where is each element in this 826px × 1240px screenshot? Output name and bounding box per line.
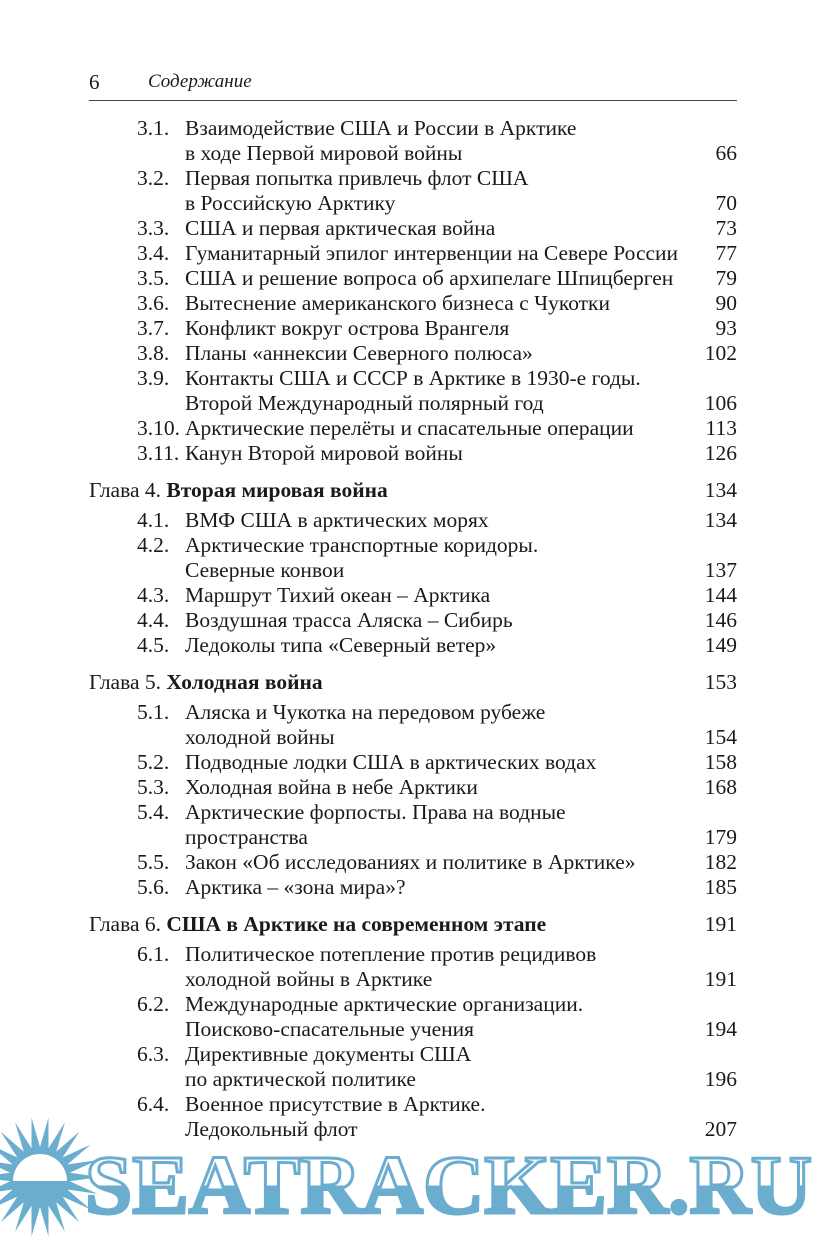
page-number: 77 (715, 241, 737, 265)
toc-entry-line (89, 1017, 737, 1042)
page-number (697, 800, 737, 825)
toc-entry-line (89, 191, 737, 216)
page-number: 149 (704, 633, 737, 657)
section-number: 3.5. (137, 266, 170, 290)
section-title: Северные конвои (185, 558, 345, 582)
toc-entry-line (89, 750, 737, 775)
section-title: Планы «аннексии Северного полюса» (185, 341, 533, 365)
chapter-label (89, 478, 697, 503)
section-number: 3.7. (137, 316, 170, 340)
page-number: 179 (704, 825, 737, 849)
chapter-entry (89, 670, 737, 695)
toc-entry-line (89, 558, 737, 583)
page-number: 185 (704, 875, 737, 899)
toc-entry-line (89, 583, 737, 608)
section-title: Арктические транспортные коридоры. (185, 533, 539, 557)
toc-entry-line (89, 116, 737, 141)
section-title: Международные арктические организации. (185, 992, 584, 1016)
toc-entry-line (89, 825, 737, 850)
section-title: Аляска и Чукотка на передовом рубеже (185, 700, 546, 724)
page-number: 196 (704, 1067, 737, 1091)
toc-entry-line (89, 1067, 737, 1092)
page-number (697, 116, 737, 141)
page-number (697, 1092, 737, 1117)
chapter-label (89, 912, 697, 937)
section-title: Канун Второй мировой войны (185, 441, 463, 465)
toc-entry-line (89, 533, 737, 558)
chapter-prefix: Глава 4. (89, 478, 161, 502)
toc-entry-line (89, 800, 737, 825)
page-number: 70 (715, 191, 737, 215)
toc-entry-line (89, 441, 737, 466)
toc-entry-line (89, 967, 737, 992)
toc-entry-line (89, 633, 737, 658)
toc-entry-line (89, 875, 737, 900)
section-number: 4.1. (137, 508, 170, 532)
toc-entry-line (89, 141, 737, 166)
section-number: 5.3. (137, 775, 170, 799)
section-number: 3.2. (137, 166, 170, 190)
chapter-entry (89, 478, 737, 503)
page-number (697, 166, 737, 191)
section-title: Подводные лодки США в арктических водах (185, 750, 597, 774)
toc-entry-line (89, 725, 737, 750)
section-title: Ледокольный флот (185, 1117, 358, 1141)
chapter-entry (89, 912, 737, 937)
section-title: Арктические форпосты. Права на водные (185, 800, 566, 824)
section-number (137, 558, 185, 583)
page-number: 146 (704, 608, 737, 632)
page-number: 90 (715, 291, 737, 315)
chapter-prefix: Глава 6. (89, 912, 161, 936)
toc-entry-line (89, 1092, 737, 1117)
section-title: Конфликт вокруг острова Врангеля (185, 316, 510, 340)
section-number (137, 191, 185, 216)
header-rule (89, 100, 737, 101)
page-number: 106 (704, 391, 737, 415)
page-number (697, 992, 737, 1017)
section-title: Гуманитарный эпилог интервенции на Севере России (185, 241, 679, 265)
section-number: 3.8. (137, 341, 170, 365)
page-number (697, 942, 737, 967)
toc-entry-line (89, 700, 737, 725)
section-number: 6.1. (137, 942, 170, 966)
watermark-text: SEATRACKER.RU (85, 1139, 812, 1232)
toc-entry-line (89, 341, 737, 366)
section-number: 4.5. (137, 633, 170, 657)
section-number: 4.2. (137, 533, 170, 557)
page-number: 102 (704, 341, 737, 365)
section-number: 6.3. (137, 1042, 170, 1066)
section-title: Закон «Об исследованиях и политике в Арктике» (185, 850, 636, 874)
section-number: 3.4. (137, 241, 170, 265)
toc-entry-line (89, 1042, 737, 1067)
section-title: Холодная война в небе Арктики (185, 775, 478, 799)
toc-entry-line (89, 775, 737, 800)
section-number: 5.2. (137, 750, 170, 774)
section-number (137, 725, 185, 750)
page-number: 194 (704, 1017, 737, 1041)
table-of-contents (89, 116, 737, 1142)
page-number (697, 700, 737, 725)
section-number (137, 391, 185, 416)
page-number (697, 533, 737, 558)
page-number: 182 (704, 850, 737, 874)
page-number: 168 (704, 775, 737, 799)
page-number (697, 1042, 737, 1067)
chapter-title: Вторая мировая война (166, 478, 388, 502)
watermark-logo (0, 1115, 826, 1240)
section-title: Взаимодействие США и России в Арктике (185, 116, 577, 140)
page-number: 153 (704, 670, 737, 694)
section-title: Первая попытка привлечь флот США (185, 166, 529, 190)
page-number: 79 (715, 266, 737, 290)
section-title: США и первая арктическая война (185, 216, 496, 240)
section-number: 3.1. (137, 116, 170, 140)
section-title: Политическое потепление против рецидивов (185, 942, 597, 966)
section-title: Контакты США и СССР в Арктике в 1930-е годы. (185, 366, 641, 390)
toc-entry-line (89, 166, 737, 191)
page-number: 6 (89, 70, 100, 94)
section-title: Арктические перелёты и спасательные операции (185, 416, 634, 440)
toc-entry-line (89, 316, 737, 341)
section-title: пространства (185, 825, 308, 849)
section-number: 3.3. (137, 216, 170, 240)
chapter-title: США в Арктике на современном этапе (166, 912, 547, 936)
page-number: 66 (715, 141, 737, 165)
toc-entry-line (89, 391, 737, 416)
section-title: холодной войны в Арктике (185, 967, 433, 991)
section-title: ВМФ США в арктических морях (185, 508, 489, 532)
chapter-label (89, 670, 697, 695)
page-number: 207 (704, 1117, 737, 1141)
section-title: Маршрут Тихий океан – Арктика (185, 583, 491, 607)
section-title: Вытеснение американского бизнеса с Чукотки (185, 291, 611, 315)
page-number: 134 (704, 508, 737, 532)
section-number: 3.9. (137, 366, 170, 390)
page-number: 134 (704, 478, 737, 502)
section-number: 3.10. (137, 416, 180, 440)
section-title: США и решение вопроса об архипелаге Шпицберген (185, 266, 674, 290)
page-number: 73 (715, 216, 737, 240)
section-title: Военное присутствие в Арктике. (185, 1092, 486, 1116)
toc-entry-line (89, 416, 737, 441)
section-title: Второй Международный полярный год (185, 391, 544, 415)
section-number: 3.11. (137, 441, 180, 465)
section-title: в Российскую Арктику (185, 191, 396, 215)
page-number: 126 (704, 441, 737, 465)
section-number: 5.1. (137, 700, 170, 724)
section-number (137, 825, 185, 850)
section-title: Поисково-спасательные учения (185, 1017, 475, 1041)
page-number: 191 (704, 967, 737, 991)
toc-entry-line (89, 850, 737, 875)
section-number (137, 967, 185, 992)
page-number (697, 366, 737, 391)
page-number: 158 (704, 750, 737, 774)
section-title: Воздушная трасса Аляска – Сибирь (185, 608, 513, 632)
chapter-prefix: Глава 5. (89, 670, 161, 694)
toc-entry-line (89, 266, 737, 291)
running-head: Содержание (148, 71, 252, 92)
section-title: по арктической политике (185, 1067, 416, 1091)
page-number: 154 (704, 725, 737, 749)
section-title: холодной войны (185, 725, 335, 749)
page-number: 93 (715, 316, 737, 340)
page-number: 144 (704, 583, 737, 607)
page-number: 113 (705, 416, 737, 440)
section-number: 5.4. (137, 800, 170, 824)
toc-entry-line (89, 942, 737, 967)
section-number: 6.4. (137, 1092, 170, 1116)
section-title: Ледоколы типа «Северный ветер» (185, 633, 497, 657)
page-number: 191 (704, 912, 737, 936)
toc-entry-line (89, 508, 737, 533)
section-number: 5.6. (137, 875, 170, 899)
toc-entry-line (89, 992, 737, 1017)
section-number (137, 141, 185, 166)
section-number: 4.3. (137, 583, 170, 607)
section-number: 3.6. (137, 291, 170, 315)
chapter-title: Холодная война (166, 670, 323, 694)
section-number (137, 1067, 185, 1092)
section-number: 5.5. (137, 850, 170, 874)
toc-entry-line (89, 291, 737, 316)
section-number (137, 1017, 185, 1042)
page-number: 137 (704, 558, 737, 582)
section-number: 6.2. (137, 992, 170, 1016)
section-number: 4.4. (137, 608, 170, 632)
section-title: Директивные документы США (185, 1042, 472, 1066)
section-title: Арктика – «зона мира»? (185, 875, 406, 899)
toc-entry-line (89, 216, 737, 241)
toc-entry-line (89, 241, 737, 266)
toc-entry-line (89, 366, 737, 391)
section-title: в ходе Первой мировой войны (185, 141, 463, 165)
toc-entry-line (89, 608, 737, 633)
